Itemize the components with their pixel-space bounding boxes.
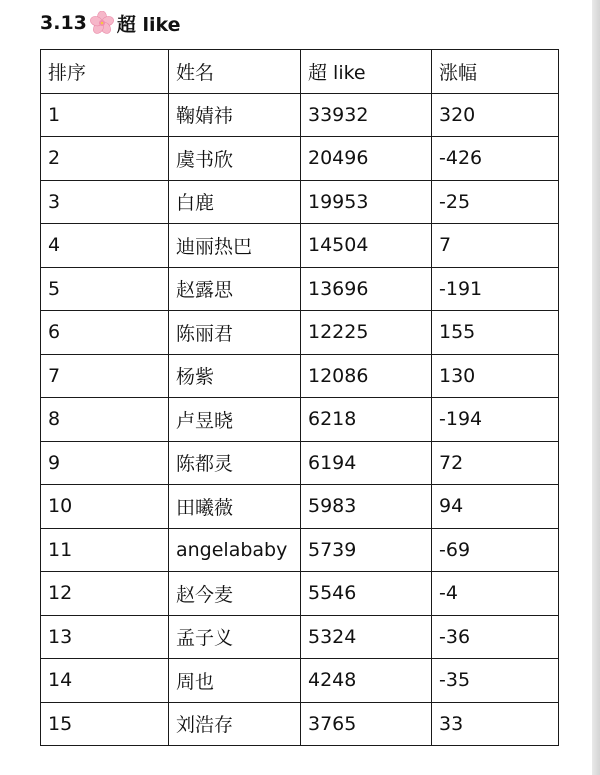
title-text: 超 like — [116, 13, 181, 36]
name-cell: 杨紫 — [169, 354, 301, 398]
super-like-cell: 12225 — [301, 311, 432, 355]
rank-cell: 6 — [41, 311, 169, 355]
table-row — [41, 485, 559, 529]
change-cell: -35 — [432, 659, 559, 703]
change-cell: -25 — [432, 180, 559, 224]
change-cell: -36 — [432, 615, 559, 659]
rank-cell: 2 — [41, 137, 169, 181]
super-like-cell: 4248 — [301, 659, 432, 703]
rank-cell: 7 — [41, 354, 169, 398]
name-cell: 虞书欣 — [169, 137, 301, 181]
rank-cell: 13 — [41, 615, 169, 659]
rank-cell: 10 — [41, 485, 169, 529]
rank-cell: 14 — [41, 659, 169, 703]
name-cell: 赵露思 — [169, 267, 301, 311]
table-row — [41, 354, 559, 398]
rank-cell: 3 — [41, 180, 169, 224]
super-like-cell: 5983 — [301, 485, 432, 529]
change-cell: 320 — [432, 93, 559, 137]
header-rank: 排序 — [41, 50, 169, 94]
header-name: 姓名 — [169, 50, 301, 94]
rank-cell: 8 — [41, 398, 169, 442]
name-cell: 陈丽君 — [169, 311, 301, 355]
header-change: 涨幅 — [432, 50, 559, 94]
table-row — [41, 441, 559, 485]
name-cell: 陈都灵 — [169, 441, 301, 485]
table-row — [41, 528, 559, 572]
header-super-like: 超 like — [301, 50, 432, 94]
name-cell: 孟子义 — [169, 615, 301, 659]
change-cell: -191 — [432, 267, 559, 311]
table-row — [41, 572, 559, 616]
page-edge — [592, 0, 600, 775]
super-like-cell: 5739 — [301, 528, 432, 572]
change-cell: -4 — [432, 572, 559, 616]
rank-cell: 1 — [41, 93, 169, 137]
table-header-row — [41, 50, 559, 94]
ranking-table — [40, 49, 559, 746]
change-cell: 130 — [432, 354, 559, 398]
super-like-cell: 6194 — [301, 441, 432, 485]
name-cell: 赵今麦 — [169, 572, 301, 616]
table-row — [41, 224, 559, 268]
table-row — [41, 398, 559, 442]
change-cell: -194 — [432, 398, 559, 442]
table-row — [41, 659, 559, 703]
super-like-cell: 5546 — [301, 572, 432, 616]
name-cell: 迪丽热巴 — [169, 224, 301, 268]
name-cell: 刘浩存 — [169, 702, 301, 746]
page-title — [40, 9, 181, 37]
table-row — [41, 702, 559, 746]
rank-cell: 15 — [41, 702, 169, 746]
change-cell: -69 — [432, 528, 559, 572]
rank-cell: 5 — [41, 267, 169, 311]
rank-cell: 4 — [41, 224, 169, 268]
super-like-cell: 33932 — [301, 93, 432, 137]
change-cell: 94 — [432, 485, 559, 529]
table-row — [41, 137, 559, 181]
change-cell: 155 — [432, 311, 559, 355]
super-like-cell: 14504 — [301, 224, 432, 268]
table-row — [41, 615, 559, 659]
change-cell: 7 — [432, 224, 559, 268]
super-like-cell: 13696 — [301, 267, 432, 311]
rank-cell: 11 — [41, 528, 169, 572]
change-cell: 33 — [432, 702, 559, 746]
table-row — [41, 267, 559, 311]
title-date: 3.13 — [40, 12, 87, 34]
table-row — [41, 180, 559, 224]
change-cell: 72 — [432, 441, 559, 485]
super-like-cell: 5324 — [301, 615, 432, 659]
table-row — [41, 93, 559, 137]
super-like-cell: 12086 — [301, 354, 432, 398]
super-like-cell: 3765 — [301, 702, 432, 746]
super-like-cell: 19953 — [301, 180, 432, 224]
super-like-cell: 20496 — [301, 137, 432, 181]
name-cell: 鞠婧祎 — [169, 93, 301, 137]
rank-cell: 9 — [41, 441, 169, 485]
name-cell: 田曦薇 — [169, 485, 301, 529]
name-cell: 卢昱晓 — [169, 398, 301, 442]
name-cell: angelababy — [169, 528, 301, 572]
change-cell: -426 — [432, 137, 559, 181]
cherry-blossom-icon — [90, 11, 114, 35]
name-cell: 白鹿 — [169, 180, 301, 224]
table-row — [41, 311, 559, 355]
name-cell: 周也 — [169, 659, 301, 703]
super-like-cell: 6218 — [301, 398, 432, 442]
rank-cell: 12 — [41, 572, 169, 616]
